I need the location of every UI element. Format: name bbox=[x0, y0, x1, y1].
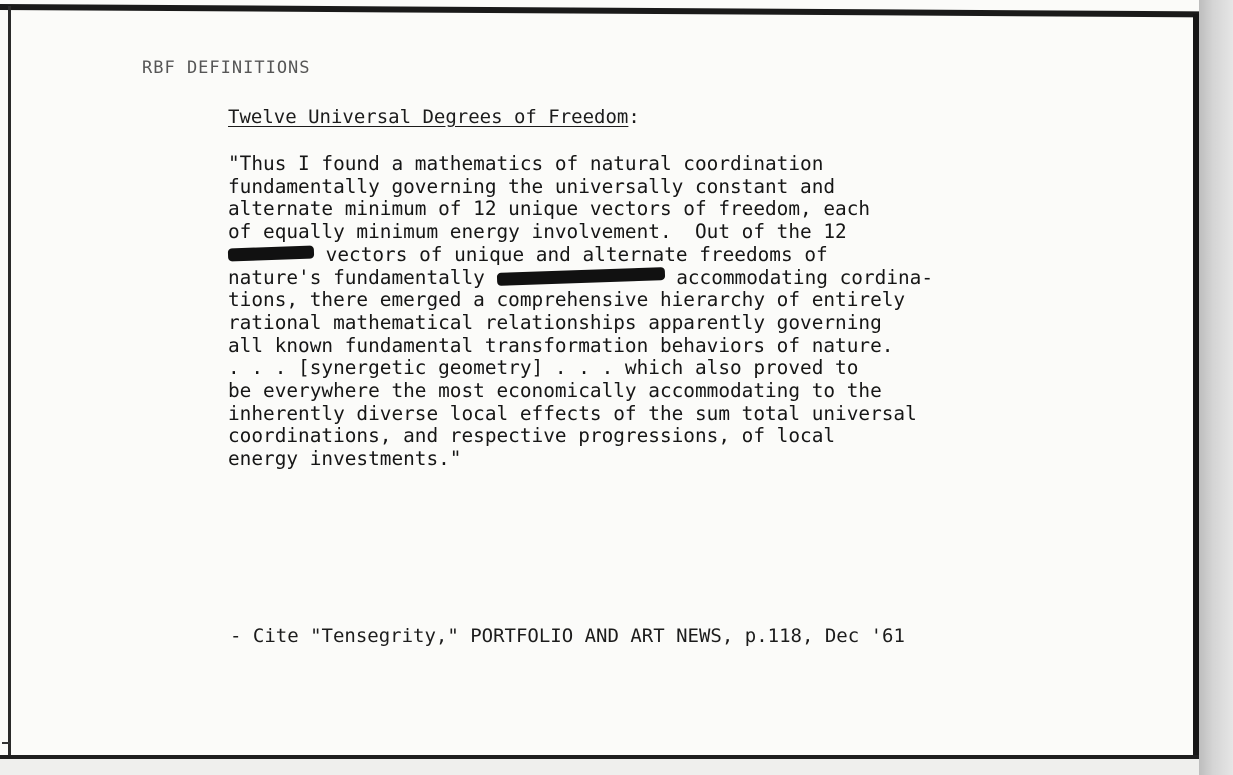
quote-line-text: accommodating cordina- bbox=[664, 265, 934, 289]
quote-line: energy investments." bbox=[228, 447, 462, 471]
edge-mark bbox=[2, 742, 10, 744]
quote-line bbox=[228, 267, 933, 290]
redaction-mark bbox=[496, 267, 664, 286]
quote-line-text: nature's fundamentally bbox=[228, 265, 497, 289]
quote-line: "Thus I found a mathematics of natural coordination bbox=[228, 152, 824, 175]
quote-line: . . . [synergetic geometry] . . . which also proved to bbox=[228, 356, 859, 380]
page-header: RBF DEFINITIONS bbox=[142, 58, 311, 78]
title-colon: : bbox=[628, 106, 640, 128]
card-top-edge bbox=[0, 4, 1200, 17]
quote-line-text: vectors of unique and alternate freedoms of bbox=[314, 242, 828, 266]
quote-line: of equally minimum energy involvement. Out of the 12 bbox=[228, 220, 847, 244]
quote-line: rational mathematical relationships apparently governing bbox=[228, 310, 882, 334]
quote-line: tions, there emerged a comprehensive hierarchy of entirely bbox=[228, 288, 906, 312]
redaction-mark bbox=[228, 245, 314, 261]
quote-line: inherently diverse local effects of the sum total universal bbox=[228, 401, 917, 425]
quote-line: alternate minimum of 12 unique vectors of freedom, each bbox=[228, 197, 871, 221]
quote-line: all known fundamental transformation behaviors of nature. bbox=[228, 333, 894, 357]
quote-line: fundamentally governing the universally constant and bbox=[228, 174, 836, 198]
quote-block bbox=[228, 153, 933, 471]
scan-shadow bbox=[1199, 0, 1233, 775]
quote-line: coordinations, and respective progressions, of local bbox=[228, 424, 836, 448]
card-left-edge bbox=[8, 6, 11, 775]
citation: - Cite "Tensegrity," PORTFOLIO AND ART NEWS, p.118, Dec '61 bbox=[230, 625, 905, 647]
quote-line: be everywhere the most economically accommodating to the bbox=[228, 379, 882, 403]
quote-line bbox=[228, 244, 933, 267]
page-title bbox=[228, 106, 640, 128]
title-text: Twelve Universal Degrees of Freedom bbox=[228, 106, 629, 128]
underlying-card-strip bbox=[0, 759, 1200, 775]
